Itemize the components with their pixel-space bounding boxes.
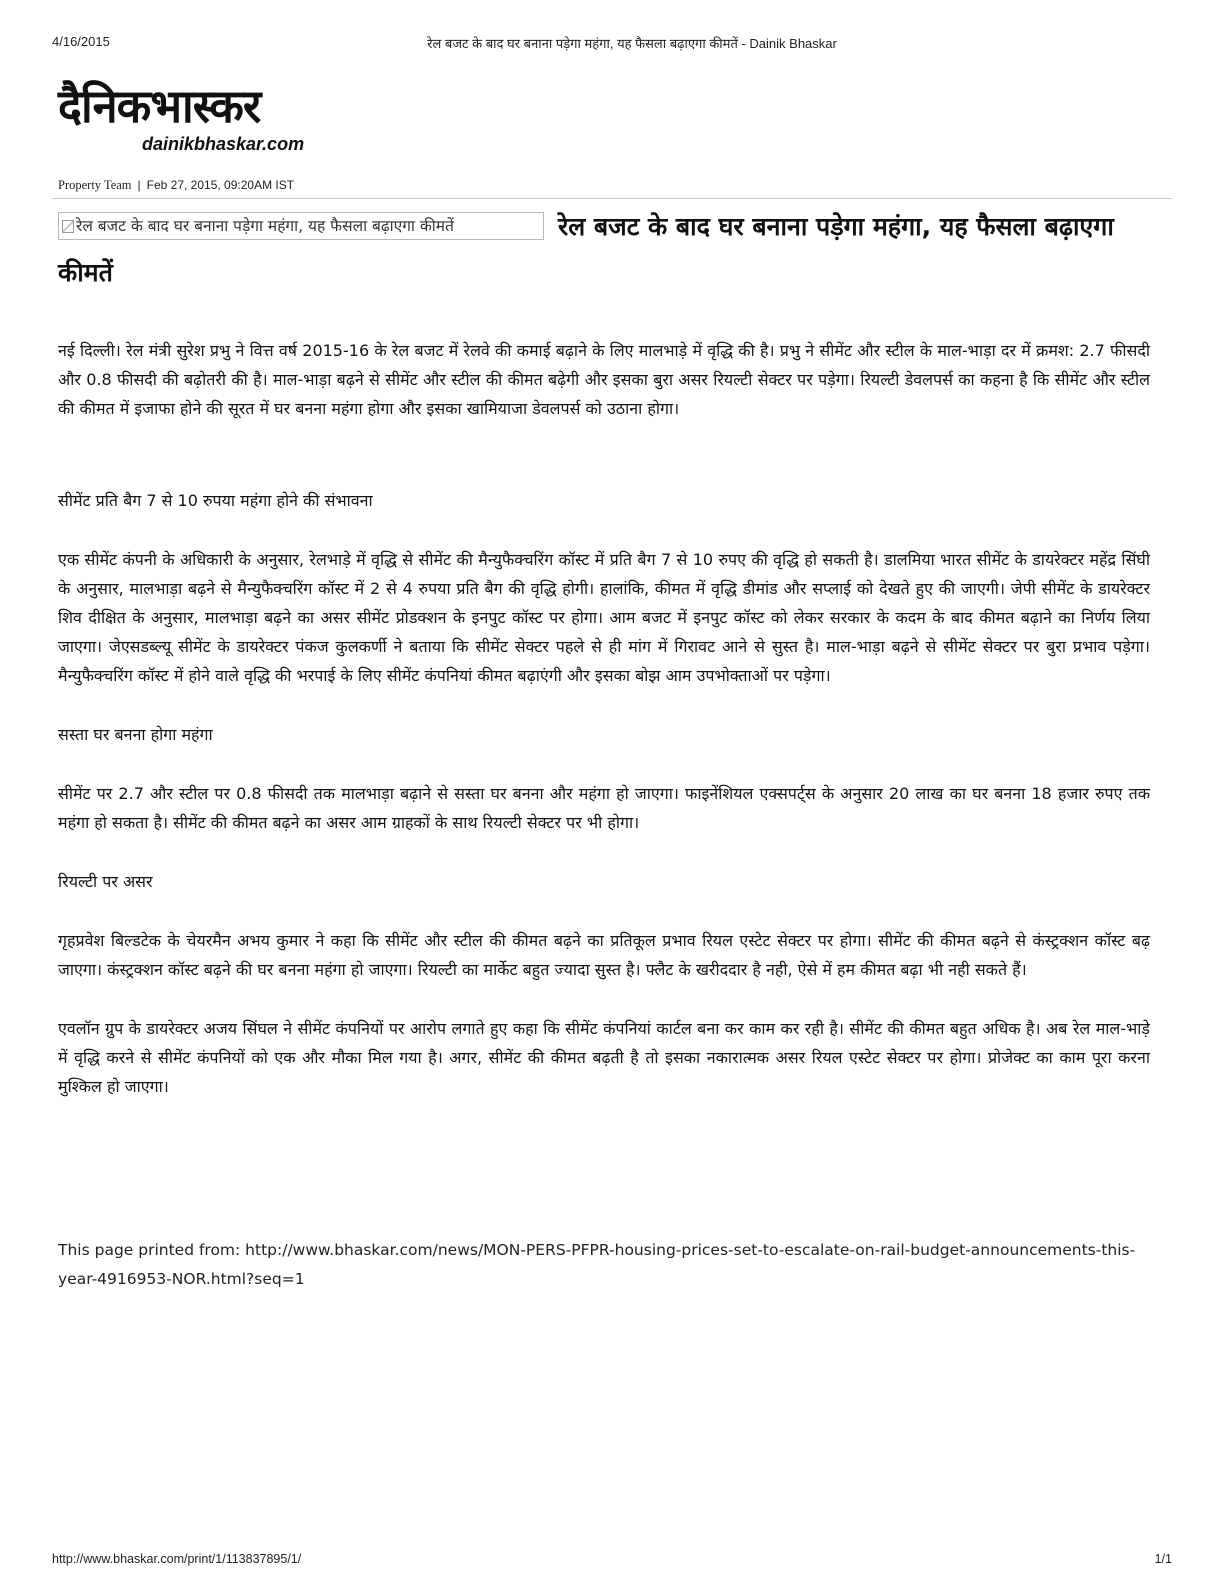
logo-domain: dainikbhaskar.com — [142, 134, 305, 154]
byline-timestamp: Feb 27, 2015, 09:20AM IST — [146, 178, 295, 192]
print-header — [52, 34, 1172, 54]
article-paragraph: गृहप्रवेश बिल्डटेक के चेयरमैन अभय कुमार ने कहा कि सीमेंट और स्टील की कीमत बढ़ने का प्रतिकूल प्रभाव रियल एस्टेट सेक्टर पर होगा। सीमेंट की कीमत बढ़ने से कंस्ट्रक्शन कॉस्ट बढ़ जाएगा। कंस्ट्रक्शन कॉस्ट बढ़ने की घर बनना महंगा हो जाएगा। रियल्टी का मार्केट बहुत ज्यादा सुस्त है। फ्लैट के खरीददार है नही, ऐसे में हम कीमत बढ़ा भी नही सकते हैं। — [58, 931, 1150, 979]
article-paragraph: नई दिल्ली। रेल मंत्री सुरेश प्रभु ने वित्त वर्ष 2015-16 के रेल बजट में रेलवे की कमाई बढ़ाने के लिए मालभाड़े में वृद्धि की है। प्रभु ने सीमेंट और स्टील के माल-भाड़ा दर में क्रमश: 2.7 फीसदी और 0.8 फीसदी की बढ़ोतरी की है। माल-भाड़ा बढ़ने से सीमेंट और स्टील की कीमत बढ़ेगी और इसका बुरा असर रियल्टी सेक्टर पर पड़ेगा। रियल्टी डेवलपर्स का कहना है कि सीमेंट और स्टील की कीमत में इजाफा होने की सूरत में घर बनना महंगा होगा और इसका खामियाजा डेवलपर्स को उठाना होगा। — [58, 341, 1150, 418]
print-date: 4/16/2015 — [52, 34, 110, 49]
article-image-alt-text: रेल बजट के बाद घर बनाना पड़ेगा महंगा, यह फैसला बढ़ाएगा कीमतें — [76, 217, 454, 235]
article-paragraph: एक सीमेंट कंपनी के अधिकारी के अनुसार, रेलभाड़े में वृद्धि से सीमेंट की मैन्युफैक्चरिंग कॉस्ट में प्रति बैग 7 से 10 रुपए की वृद्धि हो सकती है। डालमिया भारत सीमेंट के डायरेक्टर महेंद्र सिंघी के अनुसार, मालभाड़ा बढ़ने से मैन्युफैक्चरिंग कॉस्ट में 2 से 4 रुपया प्रति बैग की वृद्धि होगी। हालांकि, कीमत में वृद्धि डीमांड और सप्लाई को देखते हुए की जाएगी। जेपी सीमेंट के डायरेक्टर शिव दीक्षित के अनुसार, मालभाड़ा बढ़ने का असर सीमेंट प्रोडक्शन के इनपुट कॉस्ट पर होगा। आम बजट में इनपुट कॉस्ट को लेकर सरकार के कदम के बाद कीमत बढ़ाने का निर्णय लिया जाएगा। जेएसडब्ल्यू सीमेंट के डायरेक्टर पंकज कुलकर्णी ने बताया कि सीमेंट सेक्टर पहले से ही मांग में गिरावट आने से सुस्त है। माल-भाड़ा बढ़ने से सीमेंट सेक्टर पर बुरा प्रभाव पड़ेगा। मैन्युफैक्चरिंग कॉस्ट में होने वाले वृद्धि की भरपाई के लिए सीमेंट कंपनियां कीमत बढ़ाएंगी और इसका बोझ आम उपभोक्ताओं पर पड़ेगा। — [58, 550, 1150, 685]
broken-image-icon — [62, 220, 74, 233]
byline-separator: | — [137, 178, 141, 192]
byline-divider — [52, 198, 1172, 199]
article-image-broken — [58, 212, 544, 240]
byline-author: Property Team — [58, 178, 132, 192]
article-headline: रेल बजट के बाद घर बनाना पड़ेगा महंगा, यह फैसला बढ़ाएगा कीमतें — [58, 212, 1114, 287]
print-footer — [52, 1552, 1172, 1570]
article-subheading: रियल्टी पर असर — [58, 872, 153, 891]
byline — [58, 178, 294, 193]
logo-hindi-wordmark: दैनिकभास्कर — [58, 79, 261, 133]
site-logo[interactable] — [58, 79, 358, 156]
printed-from-note: This page printed from: http://www.bhaskar.com/news/MON-PERS-PFPR-housing-prices-set-to-escalate-on-rail-budget-announcements-this-year-4916953-NOR.html?seq=1 — [58, 1241, 1136, 1288]
footer-page-number: 1/1 — [1154, 1552, 1172, 1566]
article-subheading: सस्ता घर बनना होगा महंगा — [58, 725, 213, 744]
article-body — [58, 336, 1150, 1101]
article-subheading: सीमेंट प्रति बैग 7 से 10 रुपया महंगा होने की संभावना — [58, 491, 373, 510]
print-page-title: रेल बजट के बाद घर बनाना पड़ेगा महंगा, यह फैसला बढ़ाएगा कीमतें - Dainik Bhaskar — [427, 36, 837, 51]
article-paragraph: सीमेंट पर 2.7 और स्टील पर 0.8 फीसदी तक मालभाड़ा बढ़ाने से सस्ता घर बनना और महंगा हो जाएगा। फाइनेंशियल एक्सपर्ट्स के अनुसार 20 लाख का घर बनना 18 हजार रुपए तक महंगा हो सकता है। सीमेंट की कीमत बढ़ने का असर आम ग्राहकों के साथ रियल्टी सेक्टर पर भी होगा। — [58, 784, 1150, 832]
article-paragraph: एवलॉन ग्रुप के डायरेक्टर अजय सिंघल ने सीमेंट कंपनियों पर आरोप लगाते हुए कहा कि सीमेंट कंपनियां कार्टल बना कर काम कर रही है। सीमेंट की कीमत बहुत अधिक है। अब रेल माल-भाड़े में वृद्धि करने से सीमेंट कंपनियों को एक और मौका मिल गया है। अगर, सीमेंट की कीमत बढ़ती है तो इसका नकारात्मक असर रियल एस्टेट सेक्टर पर होगा। प्रोजेक्ट का काम पूरा करना मुश्किल हो जाएगा। — [58, 1019, 1150, 1096]
footer-url: http://www.bhaskar.com/print/1/113837895/1/ — [52, 1552, 302, 1566]
